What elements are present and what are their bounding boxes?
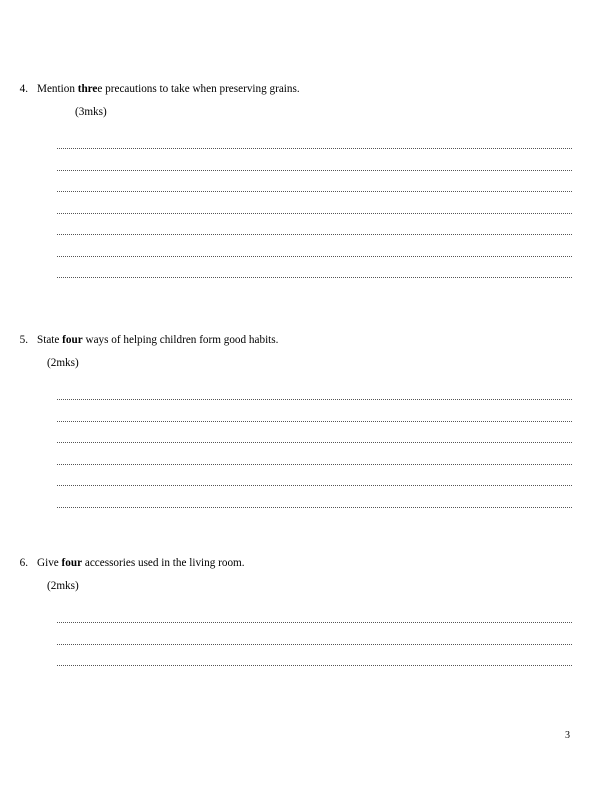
answer-line[interactable]: [57, 645, 572, 667]
question-text-after: e precautions to take when preserving grains.: [97, 83, 300, 95]
question-text: [37, 556, 612, 571]
question-number: 6.: [19, 557, 28, 569]
question-heading: [0, 82, 612, 97]
answer-line[interactable]: [57, 235, 572, 257]
question-marks: (3mks): [75, 105, 107, 118]
question-text-bold: four: [61, 557, 83, 569]
question-text: [37, 333, 612, 348]
answer-line[interactable]: [57, 379, 572, 401]
question-text-bold: four: [62, 334, 83, 346]
question-text-bold: thre: [77, 83, 98, 95]
question-text-before: Give: [37, 557, 62, 569]
question-block: [0, 333, 612, 508]
answer-line[interactable]: [57, 257, 572, 279]
answer-line[interactable]: [57, 128, 572, 150]
question-text-after: ways of helping children form good habits.: [82, 334, 279, 346]
page-number: 3: [565, 730, 570, 741]
question-heading: [0, 333, 612, 348]
question-heading: [0, 556, 612, 571]
answer-line[interactable]: [57, 214, 572, 236]
question-text-before: State: [37, 334, 63, 346]
question-text-before: Mention: [37, 83, 78, 95]
question-number: 4.: [19, 83, 28, 95]
answer-line[interactable]: [57, 192, 572, 214]
answer-line[interactable]: [57, 465, 572, 487]
answer-line[interactable]: [57, 623, 572, 645]
question-text: [37, 82, 612, 97]
answer-line[interactable]: [57, 149, 572, 171]
answer-line[interactable]: [57, 486, 572, 508]
answer-line[interactable]: [57, 422, 572, 444]
question-marks: (2mks): [47, 579, 79, 592]
answer-lines[interactable]: [0, 602, 612, 667]
answer-lines[interactable]: [0, 128, 612, 279]
question-marks: (2mks): [47, 356, 79, 369]
answer-lines[interactable]: [0, 379, 612, 508]
question-block: [0, 556, 612, 666]
question-block: [0, 82, 612, 278]
answer-line[interactable]: [57, 443, 572, 465]
answer-line[interactable]: [57, 400, 572, 422]
answer-line[interactable]: [57, 602, 572, 624]
question-number: 5.: [19, 334, 28, 346]
question-text-after: accessories used in the living room.: [82, 557, 245, 569]
answer-line[interactable]: [57, 171, 572, 193]
